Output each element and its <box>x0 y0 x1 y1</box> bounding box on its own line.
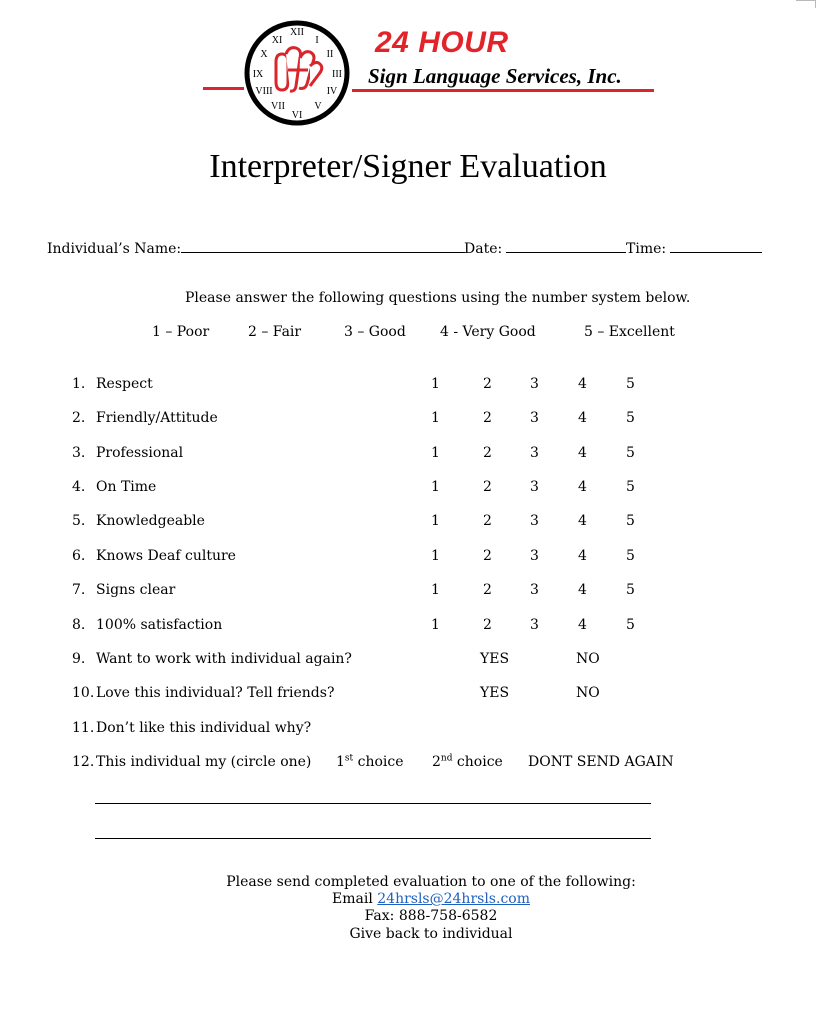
rating-option-2[interactable]: 2 <box>483 617 492 633</box>
name-field-row <box>47 238 465 257</box>
clock-numeral: IX <box>252 69 264 80</box>
name-label: Individual’s Name: <box>47 241 182 257</box>
logo-clock-icon <box>244 20 350 126</box>
email-link[interactable]: 24hrsls@24hrsls.com <box>377 891 530 907</box>
page-edge <box>796 0 816 1</box>
rating-option-3[interactable]: 3 <box>530 548 539 564</box>
rating-option-5[interactable]: 5 <box>626 548 635 564</box>
clock-numeral: XII <box>290 27 304 38</box>
rating-option-1[interactable]: 1 <box>431 479 440 495</box>
rating-option-1[interactable]: 1 <box>431 376 440 392</box>
clock-numeral: II <box>326 49 334 60</box>
rating-option-5[interactable]: 5 <box>626 513 635 529</box>
email-label: Email <box>332 891 378 907</box>
clock-numeral: III <box>332 69 342 80</box>
question-text: 100% satisfaction <box>96 617 223 633</box>
rating-option-1[interactable]: 1 <box>431 513 440 529</box>
logo-red-line-left <box>203 87 244 90</box>
question-number: 4. <box>72 479 86 495</box>
choice-word: choice <box>353 754 404 770</box>
rating-option-4[interactable]: 4 <box>578 617 587 633</box>
date-blank[interactable] <box>506 238 626 253</box>
q9-no-option[interactable]: NO <box>576 651 600 667</box>
question-text: Friendly/Attitude <box>96 410 218 426</box>
question-text: Love this individual? Tell friends? <box>96 685 335 701</box>
rating-option-1[interactable]: 1 <box>431 410 440 426</box>
question-number: 11. <box>72 720 95 736</box>
rating-option-3[interactable]: 3 <box>530 410 539 426</box>
q10-no-option[interactable]: NO <box>576 685 600 701</box>
page-title: Interpreter/Signer Evaluation <box>209 148 607 185</box>
question-number: 6. <box>72 548 86 564</box>
name-blank[interactable] <box>181 238 465 253</box>
rating-option-5[interactable]: 5 <box>626 376 635 392</box>
rating-option-3[interactable]: 3 <box>530 513 539 529</box>
date-label: Date: <box>464 241 503 257</box>
question-text: This individual my (circle one) <box>96 754 312 770</box>
scale-poor: 1 – Poor <box>152 324 210 340</box>
rating-option-1[interactable]: 1 <box>431 548 440 564</box>
question-text: Want to work with individual again? <box>96 651 352 667</box>
question-number: 1. <box>72 376 86 392</box>
question-text: Respect <box>96 376 153 392</box>
footer-instructions: Please send completed evaluation to one of the following: <box>226 874 636 890</box>
rating-option-5[interactable]: 5 <box>626 479 635 495</box>
question-number: 12. <box>72 754 95 770</box>
rating-option-4[interactable]: 4 <box>578 548 587 564</box>
rating-option-4[interactable]: 4 <box>578 582 587 598</box>
clock-numeral: VI <box>291 110 303 121</box>
scale-very-good: 4 - Very Good <box>440 324 536 340</box>
rating-option-4[interactable]: 4 <box>578 410 587 426</box>
rating-option-3[interactable]: 3 <box>530 445 539 461</box>
question-number: 8. <box>72 617 86 633</box>
rating-option-3[interactable]: 3 <box>530 479 539 495</box>
rating-option-2[interactable]: 2 <box>483 513 492 529</box>
first-choice-option[interactable] <box>336 754 404 770</box>
question-text: Professional <box>96 445 184 461</box>
question-number: 7. <box>72 582 86 598</box>
question-text: Knowledgeable <box>96 513 205 529</box>
rating-option-5[interactable]: 5 <box>626 445 635 461</box>
clock-numeral: XI <box>271 35 283 46</box>
rating-option-2[interactable]: 2 <box>483 548 492 564</box>
scale-good: 3 – Good <box>344 324 406 340</box>
question-text: Signs clear <box>96 582 176 598</box>
rating-option-5[interactable]: 5 <box>626 410 635 426</box>
clock-numeral: V <box>314 101 322 112</box>
rating-option-2[interactable]: 2 <box>483 445 492 461</box>
date-field-row <box>464 238 626 257</box>
q10-yes-option[interactable]: YES <box>480 685 510 701</box>
clock-numeral: IV <box>326 86 338 97</box>
clock-numeral: VII <box>271 101 285 112</box>
clock-numeral: VIII <box>255 86 273 97</box>
clock-numeral: I <box>315 35 319 46</box>
question-text: On Time <box>96 479 157 495</box>
question-number: 2. <box>72 410 86 426</box>
time-blank[interactable] <box>670 238 762 253</box>
time-field-row <box>626 238 762 257</box>
comment-line[interactable] <box>95 803 651 804</box>
q9-yes-option[interactable]: YES <box>480 651 510 667</box>
rating-option-4[interactable]: 4 <box>578 376 587 392</box>
question-number: 10. <box>72 685 95 701</box>
question-number: 3. <box>72 445 86 461</box>
choice-sup: nd <box>440 753 453 764</box>
footer-email-row <box>23 891 816 907</box>
choice-word: choice <box>452 754 503 770</box>
brand-name-24-hour: 24 HOUR <box>375 26 509 59</box>
instructions: Please answer the following questions using the number system below. <box>185 290 691 306</box>
rating-option-3[interactable]: 3 <box>530 582 539 598</box>
rating-option-1[interactable]: 1 <box>431 582 440 598</box>
clock-numeral: X <box>260 49 268 60</box>
dont-send-again-option[interactable]: DONT SEND AGAIN <box>528 754 674 770</box>
rating-option-3[interactable]: 3 <box>530 376 539 392</box>
rating-option-5[interactable]: 5 <box>626 617 635 633</box>
footer-fax: Fax: 888-758-6582 <box>364 908 498 924</box>
question-number: 5. <box>72 513 86 529</box>
rating-option-1[interactable]: 1 <box>431 617 440 633</box>
choice-sup: st <box>344 753 354 764</box>
time-label: Time: <box>626 241 667 257</box>
question-text: Don’t like this individual why? <box>96 720 312 736</box>
rating-option-2[interactable]: 2 <box>483 582 492 598</box>
logo-red-line-right <box>352 89 654 92</box>
choice-num: 1 <box>336 754 345 770</box>
choice-num: 2 <box>432 754 441 770</box>
rating-option-4[interactable]: 4 <box>578 513 587 529</box>
rating-option-5[interactable]: 5 <box>626 582 635 598</box>
rating-option-1[interactable]: 1 <box>431 445 440 461</box>
rating-option-2[interactable]: 2 <box>483 479 492 495</box>
second-choice-option[interactable] <box>432 754 503 770</box>
rating-option-2[interactable]: 2 <box>483 376 492 392</box>
rating-option-2[interactable]: 2 <box>483 410 492 426</box>
rating-option-3[interactable]: 3 <box>530 617 539 633</box>
rating-option-4[interactable]: 4 <box>578 445 587 461</box>
scale-fair: 2 – Fair <box>248 324 302 340</box>
comment-line[interactable] <box>95 838 651 839</box>
brand-name-sign-language: Sign Language Services, Inc. <box>368 64 622 88</box>
scale-excellent: 5 – Excellent <box>584 324 675 340</box>
question-text: Knows Deaf culture <box>96 548 236 564</box>
rating-option-4[interactable]: 4 <box>578 479 587 495</box>
question-number: 9. <box>72 651 86 667</box>
footer-give-back: Give back to individual <box>349 926 513 942</box>
